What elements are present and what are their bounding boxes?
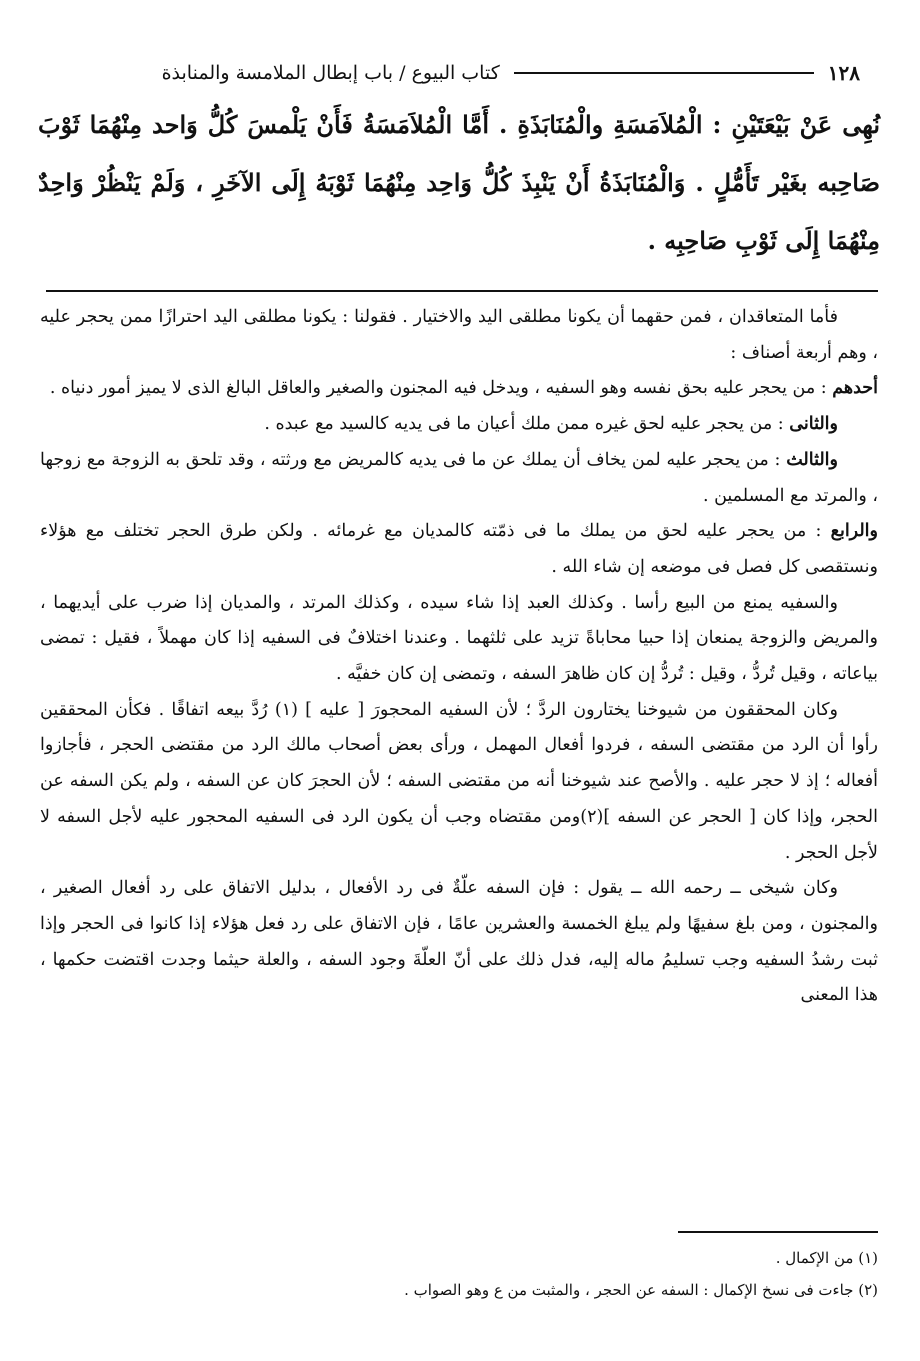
paragraph-2-text: : من يحجر عليه بحق نفسه وهو السفيه ، ويدخل فيه المجنون والصغير والعاقل البالغ الذى لا يميز أمور دنياه . <box>49 378 833 399</box>
paragraph-5-text: : من يحجر عليه لحق من يملك ما فى ذمّته كالمديان مع غرمائه . ولكن طرق الحجر تختلف مع هؤلاء ونستقصى كل فصل فى موضعه إن شاء الله . <box>40 521 878 577</box>
paragraph-4-text: : من يحجر عليه لمن يخاف أن يملك عن ما فى يديه كالمريض مع ورثته ، وقد تلحق به الزوجة مع زوجها ، والمرتد مع المسلمين . <box>40 449 878 506</box>
header-rule <box>514 72 814 74</box>
paragraph-4-lead: والثالث <box>786 449 838 470</box>
paragraph-2 <box>40 371 878 407</box>
paragraph-7-part-a: وكان المحققون من شيوخنا يختارون الردَّ ؛ لأن السفيه المحجورَ [ عليه ] <box>297 699 839 720</box>
chapter-title: كتاب البيوع / باب إبطال الملامسة والمنابذة <box>161 62 500 84</box>
paragraph-8: وكان شيخى ــ رحمه الله ــ يقول : فإن السفه علّةٌ فى رد الأفعال ، بدليل الاتفاق على رد أفعال الصغير ، والمجنون ، ومن بلغ سفيهًا ولم يبلغ الخمسة والعشرين عامًا ، فإن الاتفاق على رد فعل هؤلاء إذا كانوا فى الحجر وإذا ثبت رشدُ السفيه وجب تسليمُ ماله إليه، فدل ذلك على أنّ العلّةَ وجود السفه ، والعلة حيثما وجدت اقتضت حكمها ، هذا المعنى <box>40 878 878 1006</box>
paragraph-5 <box>40 514 878 585</box>
paragraph-2-lead: أحدهم <box>832 378 878 399</box>
paragraph-4 <box>40 443 878 514</box>
footnote-1: (١) من الإكمال . <box>775 1249 878 1267</box>
paragraph-3-lead: والثانى <box>789 414 838 435</box>
footnotes <box>40 1242 878 1306</box>
footnote-ref-1: (١) <box>274 699 298 720</box>
paragraph-7-part-c: ومن مقتضاه وجب أن يكون الرد فى السفيه المحجور عليه لأجل السفه لا لأجل الحجر . <box>40 806 878 863</box>
paragraph-5-lead: والرابع <box>830 521 878 542</box>
footnote-separator <box>678 1231 878 1233</box>
main-text-excerpt: نُهِى عَنْ بَيْعَتَيْنِ : الْمُلاَمَسَةِ والْمُنَابَذَةِ . أَمَّا الْمُلاَمَسَةُ فَأَنْ يَلْمسَ كُلُّ وَاحد مِنْهُمَا ثَوْبَ صَاحِبه بغَيْر تَأَمُّلٍ . وَالْمُنَابَذَةُ أَنْ يَنْبِذَ كُلُّ وَاحِد مِنْهُمَا ثَوْبَهُ إِلَى الآخَرِ ، وَلَمْ يَنْظُرْ وَاحِدٌ مِنْهُمَا إِلَى ثَوْبِ صَاحِبِه . <box>38 110 880 255</box>
paragraph-7 <box>40 693 878 872</box>
page-number: ١٢٨ <box>827 61 860 85</box>
commentary-separator <box>46 290 878 292</box>
paragraph-3-text: : من يحجر عليه لحق غيره ممن ملك أعيان ما فى يديه كالسيد مع عبده . <box>264 414 790 435</box>
paragraph-1: فأما المتعاقدان ، فمن حقهما أن يكونا مطلقى اليد والاختيار . فقولنا : يكونا مطلقى اليد احترازًا ممن يحجر عليه ، وهم أربعة أصناف : <box>40 307 878 363</box>
footnote-2: (٢) جاءت فى نسخ الإكمال : السفه عن الحجر ، والمثبت من ع وهو الصواب . <box>404 1281 878 1299</box>
running-header <box>40 58 860 88</box>
paragraph-6: والسفيه يمنع من البيع رأسا . وكذلك العبد إذا شاء سيده ، وكذلك المرتد ، والمديان إذا ضرب على أيديهما ، والمريض والزوجة يمنعان إذا حبيا محاباةً تزيد على ثلثهما . وعندنا اختلافٌ فى السفيه إذا كان مهملاً ، فقيل : تمضى بياعاته ، وقيل تُردُّ ، وقيل : تُردُّ إن كان ظاهرَ السفه ، وتمضى إن كان خفيَّه . <box>40 592 878 685</box>
commentary-body <box>40 300 878 1014</box>
paragraph-7-part-b: رُدَّ بيعه اتفاقًا . فكأن المحققين رأوا أن الرد من مقتضى السفه ، فردوا أفعال المهمل ، ورأى بعض أصحاب مالك الرد من مقتضى الحجر ، فأجازوا أفعاله ؛ إذ لا حجر عليه . والأصح عند شيوخنا أنه من مقتضى السفه ؛ لأن الحجرَ كان عن السفه ، ولم يكن السفه عن الحجر، وإذا كان [ الحجر عن السفه ] <box>40 699 878 827</box>
footnote-ref-2: (٢) <box>580 806 604 827</box>
paragraph-3 <box>40 407 878 443</box>
